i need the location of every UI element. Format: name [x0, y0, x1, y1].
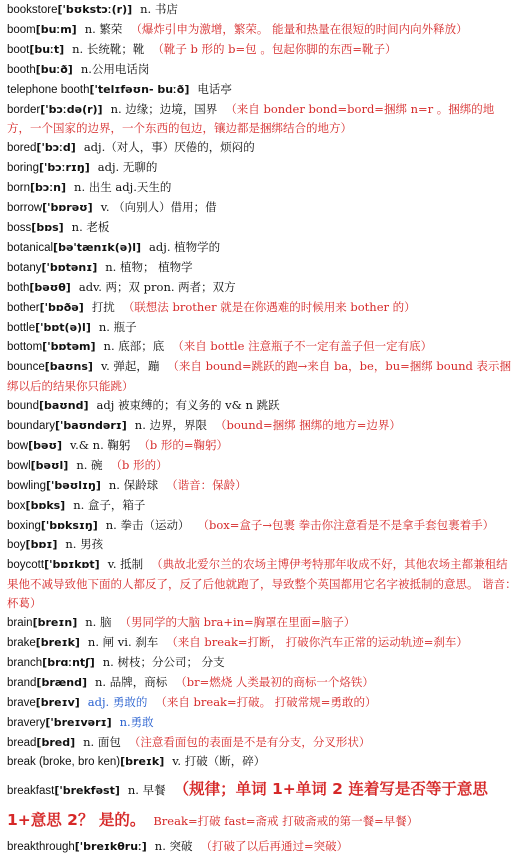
entry-definition: adv. 两；双 pron. 两者；双方 — [78, 279, 236, 294]
entry-6 — [0, 138, 521, 158]
entry-word: bottom — [7, 341, 43, 354]
entry-definition: 电话亭 — [197, 81, 232, 96]
entry-definition: n. 繁荣 — [84, 21, 123, 36]
entry-word: break (broke, bro ken) — [7, 756, 121, 769]
entry-word: breakfast — [7, 785, 55, 798]
entry-phonetic: ['bəʊlɪŋ] — [46, 478, 101, 492]
entry-definition: n. 男孩 — [65, 537, 104, 552]
entry-phonetic: ['bɒɪkɒt] — [44, 558, 100, 572]
entry-note: （爆炸引申为激增，繁荣。 能量和热量在很短的时间内向外释放） — [130, 21, 468, 36]
entry-word: boot — [7, 43, 30, 56]
entry-11 — [0, 238, 521, 258]
entry-note: （b 形的=鞠躬） — [138, 437, 229, 452]
entry-16 — [0, 337, 521, 357]
entry-word: telephone booth — [7, 83, 90, 96]
entry-22 — [0, 476, 521, 496]
entry-definition: n. 碗 — [76, 457, 103, 472]
entry-17 — [0, 357, 521, 396]
entry-definition: adj. 无聊的 — [97, 160, 158, 175]
entry-phonetic: [breɪn] — [32, 616, 78, 630]
entry-definition: n. 边缘；边境，国界 — [110, 101, 218, 116]
entry-definition: v. （向别人）借用；借 — [100, 200, 217, 215]
entry-word: box — [7, 499, 26, 512]
entry-20 — [0, 436, 521, 456]
entry-29 — [0, 653, 521, 673]
entry-word: boycott — [7, 559, 45, 572]
entry-word: bow — [7, 439, 29, 452]
entry-word: bread — [7, 736, 37, 749]
entry-note: （男同学的大脑 bra+in=胸罩在里面=脑子） — [119, 615, 356, 630]
entry-word: borrow — [7, 202, 43, 215]
entry-25 — [0, 535, 521, 555]
entry-phonetic: [buːm] — [35, 22, 77, 36]
entry-note: （靴子 b 形的 b=包 。包起你脚的东西=靴子） — [152, 41, 397, 56]
entry-12 — [0, 258, 521, 278]
entry-note: （联想法 brother 就是在你遇难的时候用来 bother 的） — [122, 299, 416, 314]
entry-1 — [0, 20, 521, 40]
entry-word: boring — [7, 162, 39, 175]
entry-30 — [0, 673, 521, 693]
entry-note: Break=打破 fast=斋戒 打破斋戒的第一餐=早餐） — [153, 814, 419, 829]
entry-definition: 打扰 — [91, 299, 115, 314]
entry-definition: n. 早餐 — [127, 783, 166, 798]
entry-definition: n.公用电话岗 — [80, 61, 150, 76]
entry-word: boy — [7, 539, 26, 552]
entry-phonetic: ['baʊndərɪ] — [54, 419, 127, 433]
entry-definition: n. 长统靴；靴 — [72, 41, 145, 56]
entry-word: border — [7, 103, 41, 116]
entry-word: breakthrough — [7, 841, 75, 854]
entry-phonetic: ['brekfəst] — [54, 784, 120, 798]
entry-phonetic: ['bɒðə] — [39, 300, 84, 314]
entry-word: bowling — [7, 479, 46, 492]
entry-phonetic: [bɒɪ] — [25, 538, 58, 552]
entry-phonetic: [brɑːntʃ] — [42, 655, 95, 669]
entry-phonetic: ['bʊkstɔː(r)] — [57, 3, 133, 16]
entry-phonetic: ['breɪkθruː] — [74, 840, 147, 854]
entry-word: boss — [7, 221, 32, 234]
entry-definition: v. 打破（断，碎） — [172, 754, 266, 769]
entry-note: （典故北爱尔兰的农场主博伊考特那年收成不好，其他农场主都兼租结果他不减导致他下面的人都反了，反了后他就跑了，导致整个英国都用它名字被抵制的意思。 谐音：杯葛） — [7, 557, 517, 611]
entry-phonetic: ['bɔːd] — [36, 141, 76, 155]
entry-15 — [0, 318, 521, 338]
entry-phonetic: [breɪv] — [35, 695, 80, 709]
entry-note: （注意看面包的表面是不是有分支，分叉形状） — [128, 734, 371, 749]
entry-phonetic: ['bɒtəm] — [42, 340, 96, 354]
entry-23 — [0, 496, 521, 516]
entry-word: bottle — [7, 321, 36, 334]
entry-definition: n. 边界，界限 — [134, 418, 207, 433]
entry-definition: n. 面包 — [83, 734, 121, 749]
entry-phonetic: ['bɒrəʊ] — [42, 201, 93, 215]
entry-definition: n. 出生 adj.天生的 — [74, 180, 172, 195]
entry-word: bother — [7, 301, 40, 314]
entry-word: bored — [7, 142, 37, 155]
entry-phonetic: [bəʊ] — [28, 438, 62, 452]
entry-definition: n. 品牌，商标 — [95, 674, 168, 689]
entry-word: bowl — [7, 459, 31, 472]
entry-14 — [0, 298, 521, 318]
entry-definition: v. 抵制 — [107, 557, 144, 572]
entry-definition: n. 老板 — [71, 219, 110, 234]
entry-word: booth — [7, 63, 36, 76]
entry-word: boom — [7, 23, 36, 36]
entry-phonetic: ['bɔːrɪŋ] — [38, 161, 90, 175]
entry-word: bravery — [7, 716, 46, 729]
entry-note: （打破了以后再通过=突破） — [200, 839, 349, 854]
entry-4 — [0, 80, 521, 100]
entry-definition: n. 瓶子 — [98, 319, 137, 334]
entry-24 — [0, 516, 521, 536]
entry-19 — [0, 416, 521, 436]
entry-definition: n. 突破 — [154, 839, 193, 854]
entry-2 — [0, 40, 521, 60]
entry-definition: adj. 勇敢的 — [87, 694, 148, 709]
entry-note: （来自 break=打破。 打破常规=勇敢的） — [155, 694, 377, 709]
entry-21 — [0, 456, 521, 476]
entry-definition: adj 被束缚的；有义务的 v& n 跳跃 — [96, 398, 280, 413]
entry-18 — [0, 396, 521, 416]
entry-definition: n. 底部；底 — [103, 339, 165, 354]
entry-definition: n. 闸 vi. 刹车 — [87, 635, 159, 649]
entry-phonetic: ['bɒksɪŋ] — [40, 518, 98, 532]
entry-note: （box=盒子→包裹 拳击你注意看是不是拿手套包裹着手） — [197, 517, 495, 532]
entry-phonetic: [bɒks] — [25, 498, 66, 512]
entry-phonetic: [bred] — [36, 735, 76, 749]
entry-definition: n. 书店 — [140, 2, 178, 16]
entry-phonetic: [brænd] — [36, 675, 88, 689]
entry-phonetic: [buːt] — [29, 42, 65, 56]
rule-note: （规律；单词 1+单词 2 连着写是否等于意思 1+意思 2？ 是的。 — [7, 780, 488, 830]
entry-note: （来自 bound=跳跃的跑→来自 ba，be，bu=捆绑 bound 表示捆绑以后的结果你只能跳） — [7, 359, 512, 394]
entry-definition: adj.（对人，事）厌倦的，烦闷的 — [83, 140, 255, 155]
entry-5 — [0, 100, 521, 139]
entry-phonetic: ['breɪvərɪ] — [45, 715, 112, 729]
entry-breakthrough — [0, 837, 521, 857]
entry-word: branch — [7, 656, 43, 669]
entry-phonetic: [bɒs] — [31, 220, 64, 234]
entry-note: （b 形的） — [110, 457, 168, 472]
entry-phonetic: ['bɔːdə(r)] — [40, 102, 103, 116]
entry-word: bound — [7, 400, 39, 413]
entry-word: both — [7, 281, 30, 294]
entry-word: brave — [7, 696, 36, 709]
entry-31 — [0, 693, 521, 713]
entry-definition: adj. 植物学的 — [149, 239, 221, 254]
entry-note: （谐音：保龄） — [166, 477, 247, 492]
entry-word: bounce — [7, 361, 45, 374]
entry-phonetic: [bəʊl] — [30, 458, 69, 472]
entry-word: bookstore — [7, 4, 58, 16]
entry-phonetic: ['bɒtənɪ] — [41, 260, 98, 274]
entry-7 — [0, 158, 521, 178]
entry-word: born — [7, 182, 31, 195]
entry-phonetic: ['bɒt(ə)l] — [35, 320, 91, 334]
entry-13 — [0, 278, 521, 298]
entry-phonetic: [baʊnd] — [38, 399, 89, 413]
entry-definition: n. 拳击（运动） — [105, 517, 190, 532]
entry-note: （来自 break=打断， 打破你汽车正常的运动轨迹=刹车） — [166, 635, 468, 649]
entry-word: botany — [7, 261, 42, 274]
entry-8 — [0, 178, 521, 198]
entry-word: boundary — [7, 420, 55, 433]
entry-phonetic: [bəʊθ] — [29, 280, 71, 294]
entry-26 — [0, 555, 521, 613]
entry-word: botanical — [7, 241, 54, 254]
entry-27 — [0, 613, 521, 633]
entry-9 — [0, 198, 521, 218]
entry-phonetic: [breɪk] — [120, 755, 165, 769]
entry-10 — [0, 218, 521, 238]
entry-phonetic: ['telɪfəʊn- buːð] — [89, 82, 190, 96]
entry-note: （来自 bottle 注意瓶子不一定有盖子但一定有底） — [172, 339, 433, 354]
entry-33 — [0, 733, 521, 753]
entry-word: brake — [7, 637, 36, 649]
entry-word: brand — [7, 676, 37, 689]
entry-0 — [0, 0, 521, 20]
entry-definition: v. 弹起，蹦 — [100, 359, 160, 374]
entry-phonetic: [breɪk] — [35, 636, 80, 649]
entry-34 — [0, 752, 521, 772]
entry-32 — [0, 713, 521, 733]
entry-definition: n.勇敢 — [119, 714, 154, 729]
entry-word: boxing — [7, 519, 41, 532]
entry-definition: n. 盒子，箱子 — [73, 497, 146, 512]
entry-definition: n. 树枝；分公司； 分支 — [102, 654, 225, 669]
entry-phonetic: [bɔːn] — [30, 181, 67, 195]
entry-breakfast — [0, 774, 521, 835]
entry-28 — [0, 633, 521, 653]
entry-phonetic: [baʊns] — [44, 360, 93, 374]
entry-note: （bound=捆绑 捆绑的地方=边界） — [215, 418, 401, 433]
entry-phonetic: [buːð] — [35, 62, 73, 76]
entry-word: brain — [7, 617, 33, 630]
entry-definition: v.& n. 鞠躬 — [70, 437, 131, 452]
entry-definition: n. 植物； 植物学 — [105, 259, 193, 274]
entry-definition: n. 保龄球 — [108, 477, 159, 492]
entry-note: （br=燃烧 人类最初的商标一个烙铁） — [175, 674, 374, 689]
entry-note: （来自 bonder bond=bord=捆绑 n=r 。捆绑的地方，一个国家的边界，一个东西的包边，镶边都是捆绑结合的地方） — [7, 101, 495, 136]
entry-definition: n. 脑 — [85, 615, 112, 630]
entry-3 — [0, 60, 521, 80]
entry-phonetic: [bə'tænɪk(ə)l] — [53, 240, 142, 254]
